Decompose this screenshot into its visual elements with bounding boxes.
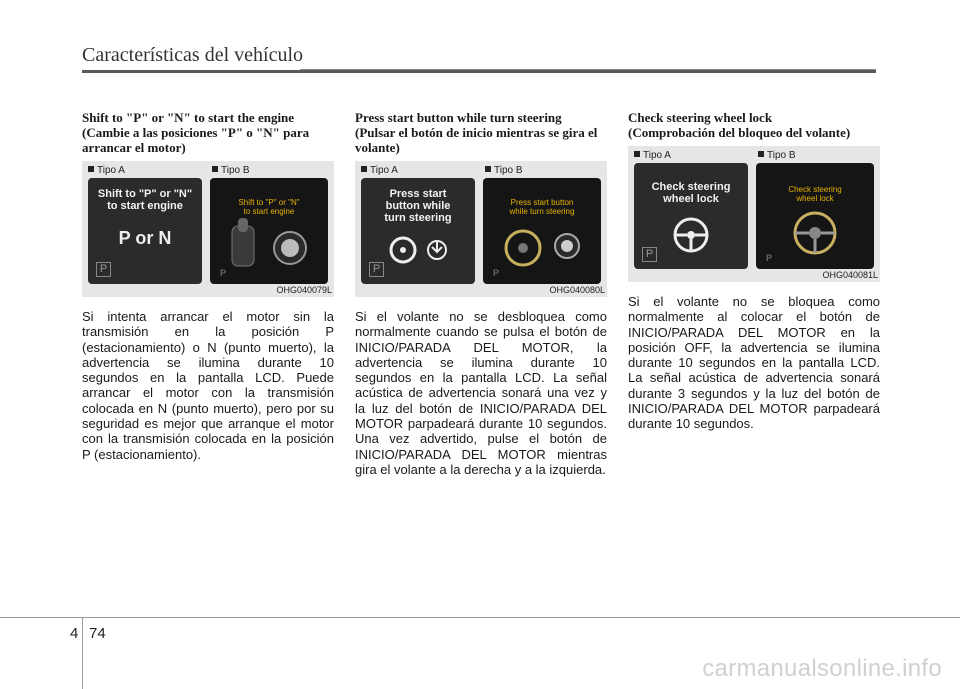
- parking-indicator-icon: P: [493, 268, 500, 278]
- lcd-panel-type-a: [88, 178, 202, 284]
- lcd-message: Shift to "P" or "N" to start engine: [238, 198, 300, 216]
- square-bullet-icon: [88, 166, 94, 172]
- figure-code: OHG040080L: [549, 285, 605, 295]
- page-section-number: 4: [70, 625, 79, 642]
- section-heading: Press start button while turn steering (Pulsar el botón de inicio mientras se gira el volante): [355, 110, 598, 155]
- lcd-panel-type-b: [756, 163, 874, 269]
- lcd-message: Press start button while turn steering: [509, 198, 575, 216]
- gear-lever-icon: P or N: [118, 228, 172, 248]
- figure-press-start: [355, 161, 607, 297]
- parking-indicator-icon: P: [96, 262, 111, 277]
- figure-check-steering: [628, 146, 880, 282]
- square-bullet-icon: [634, 151, 640, 157]
- column-shift-p-n: [82, 110, 334, 462]
- figure-label-type-b: Tipo B: [212, 165, 250, 176]
- lcd-panel-type-b: [210, 178, 328, 284]
- page-number: 74: [89, 625, 106, 642]
- lcd-panel-type-a: [634, 163, 748, 269]
- square-bullet-icon: [758, 151, 764, 157]
- column-check-steering-lock: [628, 110, 880, 432]
- figure-label-type-a: Tipo A: [88, 165, 125, 176]
- section-heading: Check steering wheel lock (Comprobación del bloqueo del volante): [628, 110, 851, 140]
- lcd-message: Check steering wheel lock: [651, 181, 731, 205]
- body-paragraph: Si el volante no se bloquea como normalmente al colocar el botón de INICIO/PARADA DEL MOTOR en la posición OFF, la advertencia se ilumina durante 10 segundos en la pantalla LCD. La señal acústica de advertencia sonará durante 3 segundos y la luz del botón de INICIO/PARADA DEL MOTOR parpadeará durante 10 segundos.: [628, 294, 880, 432]
- lcd-message: Check steering wheel lock: [788, 185, 842, 203]
- page-header-title: Características del vehículo: [82, 44, 304, 66]
- square-bullet-icon: [361, 166, 367, 172]
- column-press-start-button: [355, 110, 607, 477]
- header-rule: [82, 70, 876, 73]
- body-paragraph: Si intenta arrancar el motor sin la transmisión en la posición P (estacionamiento) o N (punto muerto), la advertencia se ilumina durante 10 segundos en la pantalla LCD. Puede arrancar el motor con la transmisión colocada en N (punto muerto), pero por su seguridad es mejor que arranque el motor con la transmisión colocada en la posición P (estacionamiento).: [82, 309, 334, 462]
- figure-code: OHG040079L: [276, 285, 332, 295]
- lcd-panel-type-b: [483, 178, 601, 284]
- lcd-panel-type-a: [361, 178, 475, 284]
- figure-code: OHG040081L: [822, 270, 878, 280]
- figure-label-type-a: Tipo A: [634, 150, 671, 161]
- parking-indicator-icon: P: [642, 247, 657, 262]
- square-bullet-icon: [212, 166, 218, 172]
- figure-label-type-a: Tipo A: [361, 165, 398, 176]
- footer-rule: [0, 617, 960, 618]
- lcd-message: Press start button while turn steering: [384, 188, 452, 224]
- figure-label-type-b: Tipo B: [758, 150, 796, 161]
- steering-wheel-and-button-icon: [483, 178, 601, 284]
- lcd-message: Shift to "P" or "N" to start engine: [97, 188, 193, 212]
- parking-indicator-icon: P: [369, 262, 384, 277]
- square-bullet-icon: [485, 166, 491, 172]
- gear-shifter-icon: [210, 178, 328, 284]
- watermark: carmanualsonline.info: [702, 655, 942, 682]
- footer-divider: [82, 618, 83, 689]
- steering-wheel-icon: [756, 163, 874, 269]
- parking-indicator-icon: P: [766, 253, 773, 263]
- figure-label-type-b: Tipo B: [485, 165, 523, 176]
- section-heading: Shift to "P" or "N" to start the engine (Cambie a las posiciones "P" o "N" para arrancar el motor): [82, 110, 310, 155]
- parking-indicator-icon: P: [220, 268, 227, 278]
- body-paragraph: Si el volante no se desbloquea como normalmente cuando se pulsa el botón de INICIO/PARADA DEL MOTOR, la advertencia se ilumina durante 10 segundos en la pantalla LCD. La señal acústica de advertencia sonará una vez y la luz del botón de INICIO/PARADA DEL MOTOR parpadeará durante 10 segundos. Una vez advertido, pulse el botón de INICIO/PARADA DEL MOTOR mientras gira el volante a la derecha y a la izquierda.: [355, 309, 607, 477]
- figure-shift-p-n: [82, 161, 334, 297]
